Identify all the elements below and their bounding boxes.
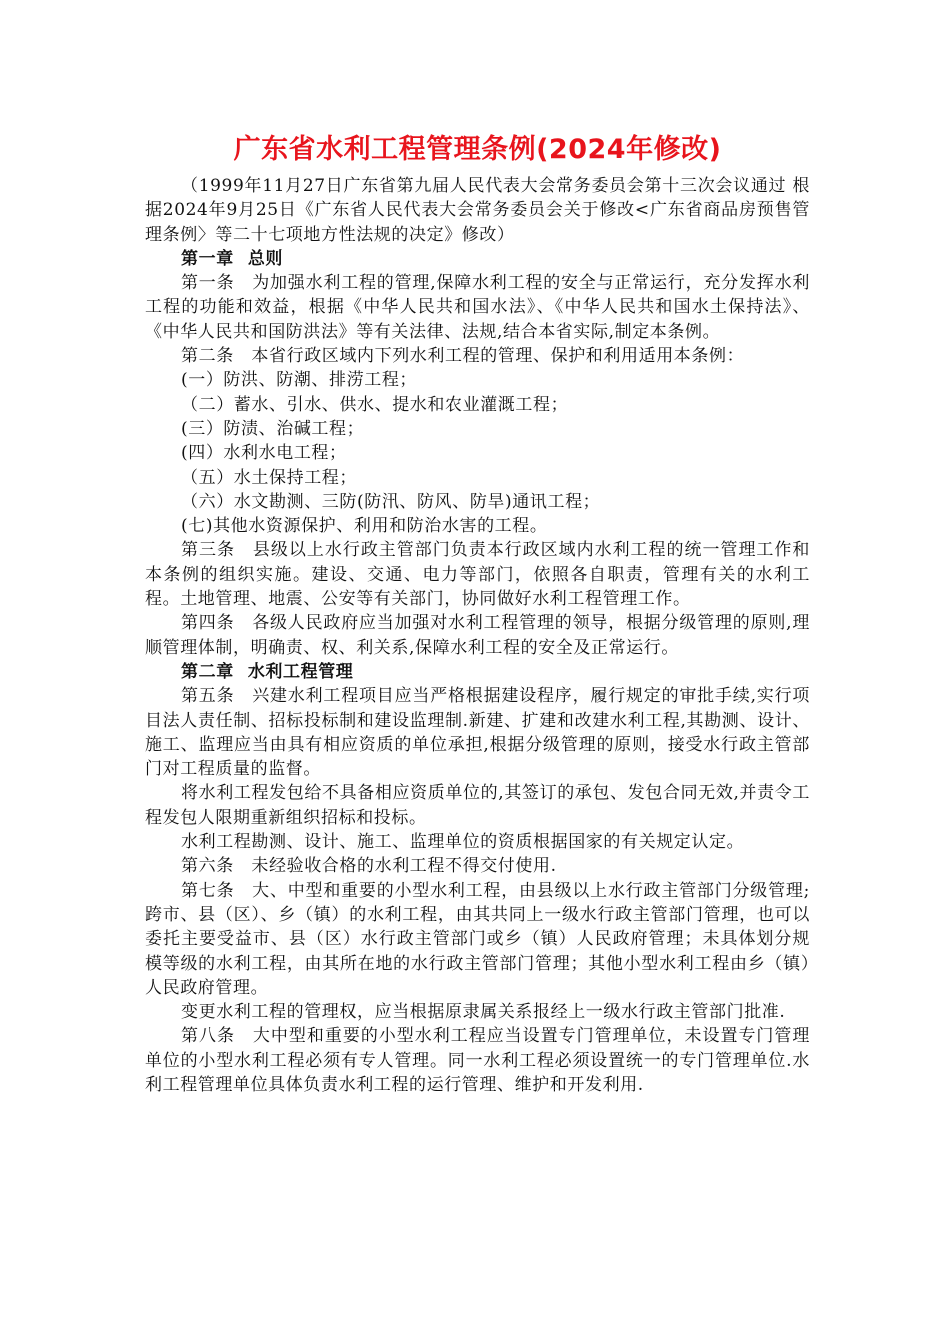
- article-2: 第二条 本省行政区域内下列水利工程的管理、保护和利用适用本条例：: [181, 346, 745, 367]
- article-2-item: （六）水文勘测、三防(防汛、防风、防旱)通讯工程；: [181, 491, 601, 512]
- article-4: 第四条 各级人民政府应当加强对水利工程管理的领导，根据分级管理的原则,理顺管理体制，明确责、权、利关系,保障水利工程的安全及正常运行。: [145, 613, 810, 658]
- article-2-item: (一）防洪、防潮、排涝工程；: [181, 370, 418, 391]
- article-5: 第五条 兴建水利工程项目应当严格根据建设程序，履行规定的审批手续,实行项目法人责任制、招标投标制和建设监理制.新建、扩建和改建水利工程,其勘测、设计、施工、监理应当由具有相应资质的单位承担,根据分级管理的原则，接受水行政主管部门对工程质量的监督。: [145, 686, 810, 780]
- chapter-1-label: 第一章: [181, 248, 234, 269]
- article-2-item: (七)其他水资源保护、利用和防治水害的工程。: [181, 516, 548, 537]
- article-8: 第八条 大中型和重要的小型水利工程应当设置专门管理单位，未设置专门管理单位的小型水利工程必须有专人管理。同一水利工程必须设置统一的专门管理单位.水利工程管理单位具体负责水利工程的运行管理、维护和开发利用.: [145, 1026, 810, 1095]
- article-5-paragraph-3: 水利工程勘测、设计、施工、监理单位的资质根据国家的有关规定认定。: [181, 832, 745, 853]
- document-title: 广东省水利工程管理条例(2024年修改): [233, 134, 722, 165]
- article-6: 第六条 未经验收合格的水利工程不得交付使用.: [181, 856, 557, 877]
- article-5-paragraph-2: 将水利工程发包给不具备相应资质单位的,其签订的承包、发包合同无效,并责令工程发包人限期重新组织招标和投标。: [145, 783, 810, 828]
- preamble: （1999年11月27日广东省第九届人民代表大会常务委员会第十三次会议通过 根据2024年9月25日《广东省人民代表大会常务委员会关于修改<广东省商品房预售管理条例〉等二十七项地方性法规的决定》修改）: [145, 176, 810, 245]
- document-page: [145, 128, 810, 1097]
- chapter-2-label: 第二章: [181, 661, 234, 682]
- article-7-paragraph-2: 变更水利工程的管理权，应当根据原隶属关系报经上一级水行政主管部门批准.: [181, 1002, 786, 1023]
- chapter-2-heading: [145, 660, 810, 684]
- article-2-item: （二）蓄水、引水、供水、提水和农业灌溉工程；: [181, 394, 569, 415]
- article-1: 第一条 为加强水利工程的管理,保障水利工程的安全与正常运行，充分发挥水利工程的功能和效益，根据《中华人民共和国水法》、《中华人民共和国水土保持法》、《中华人民共和国防洪法》等有关法律、法规,结合本省实际,制定本条例。: [145, 273, 810, 342]
- article-2-item: (三）防渍、治碱工程；: [181, 418, 365, 439]
- chapter-1-name: 总则: [247, 248, 284, 269]
- article-2-item: （五）水土保持工程；: [181, 467, 357, 488]
- article-7: 第七条 大、中型和重要的小型水利工程，由县级以上水行政主管部门分级管理;跨市、县（区）、乡（镇）的水利工程，由其共同上一级水行政主管部门管理，也可以委托主要受益市、县（区）水行政主管部门或乡（镇）人民政府管理；未具体划分规模等级的水利工程，由其所在地的水行政主管部门管理；其他小型水利工程由乡（镇）人民政府管理。: [145, 880, 810, 998]
- article-3: 第三条 县级以上水行政主管部门负责本行政区域内水利工程的统一管理工作和本条例的组织实施。建设、交通、电力等部门，依照各自职责，管理有关的水利工程。土地管理、地震、公安等有关部门，协同做好水利工程管理工作。: [145, 540, 810, 610]
- article-2-item: (四）水利水电工程；: [181, 443, 347, 464]
- chapter-1-heading: [145, 247, 810, 271]
- chapter-2-name: 水利工程管理: [247, 661, 354, 682]
